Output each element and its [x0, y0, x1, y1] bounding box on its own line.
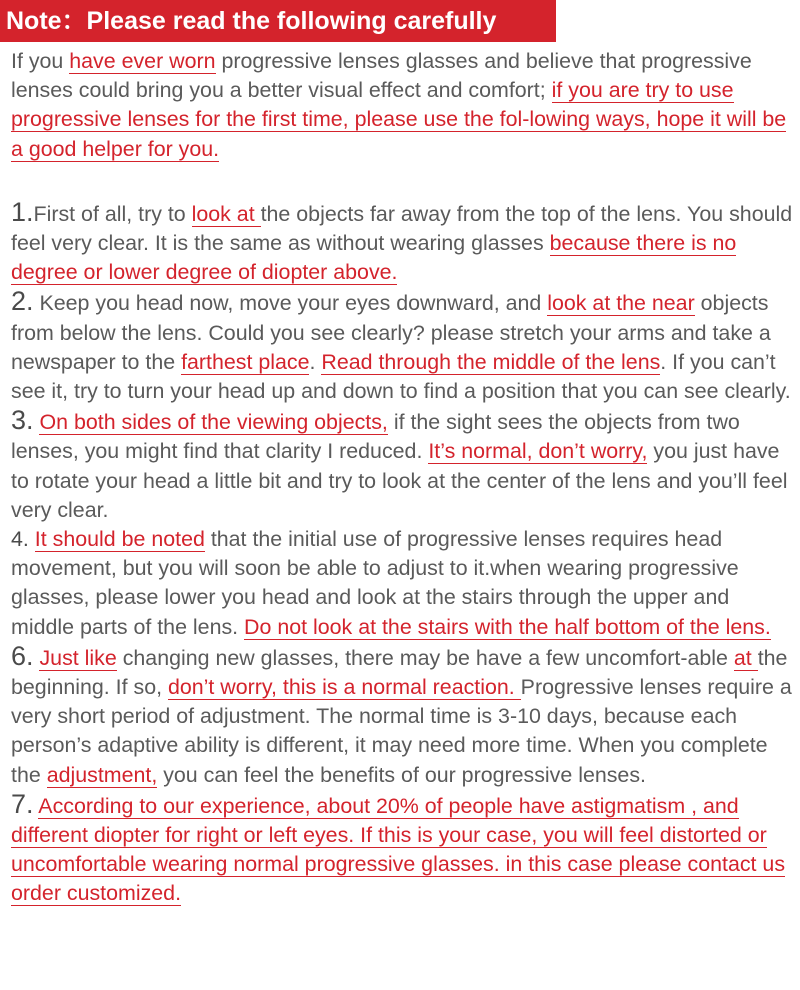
step-highlight: On both sides of the viewing objects,: [39, 410, 388, 435]
step-1: [11, 198, 795, 288]
intro-paragraph: [11, 47, 795, 164]
step-text: [29, 527, 35, 551]
step-text: you just have to rotate your head a little bit and try to look at the center of the lens and you’ll feel very clear.: [11, 439, 788, 522]
step-highlight: at: [733, 645, 758, 670]
note-banner: Note：Please read the following carefully: [0, 0, 556, 42]
step-2: [11, 287, 795, 406]
step-text: if the sight sees the objects from two lenses, you might find that clarity I reduced.: [11, 410, 740, 464]
step-number: 2.: [11, 286, 34, 317]
step-text: the beginning. If so,: [11, 645, 788, 700]
step-highlight: Read through the middle of the lens: [321, 349, 661, 374]
spacer: [11, 164, 795, 198]
step-number: 7.: [11, 788, 34, 819]
step-highlight: farthest place: [181, 349, 310, 374]
step-text: Progressive lenses require a very short period of adjustment. The normal time is 3-10 days, because each person’s adaptive ability is different, it may need more time. When you complete the: [11, 675, 792, 787]
step-text: objects from below the lens. Could you see clearly? please stretch your arms and take a newspaper to the: [11, 291, 771, 374]
step-highlight: It should be noted: [34, 527, 205, 552]
step-3: [11, 406, 795, 525]
step-number: 6.: [11, 640, 34, 671]
intro-text-1: If you: [11, 49, 70, 73]
step-highlight: because there is no degree or lower degree of diopter above.: [11, 231, 737, 285]
step-text: you can feel the benefits of our progressive lenses.: [157, 762, 646, 787]
step-7: [11, 790, 795, 909]
step-number: 3.: [11, 405, 34, 436]
step-text: changing new glasses, there may be have a few uncomfort-able: [116, 645, 734, 670]
step-number: 1.: [11, 196, 34, 227]
step-text: Keep you head now, move your eyes downward, and: [33, 291, 548, 316]
step-highlight: It’s normal, don’t worry,: [428, 439, 648, 464]
step-text: that the initial use of progressive lenses requires head movement, but you will soon be able to adjust to it.when wearing progressive glasses, please lower you head and look at the stairs through the upper and middle parts of the lens.: [11, 527, 739, 639]
step-highlight: don’t worry, this is a normal reaction.: [167, 675, 521, 700]
step-text: First of all, try to: [33, 201, 192, 226]
step-highlight: Do not look at the stairs with the half bottom of the lens.: [244, 614, 771, 639]
step-4: [11, 525, 795, 642]
instructions-body: [11, 47, 795, 909]
step-highlight: adjustment,: [46, 762, 158, 787]
step-highlight: According to our experience, about 20% of people have astigmatism , and different diopter for right or left eyes. If this is your case, you will feel distorted or uncomfortable wearing normal progressive glasses. in this case please contact us order customized.: [11, 793, 786, 906]
intro-highlight-1: have ever worn: [69, 49, 216, 73]
step-6: [11, 642, 795, 790]
step-highlight: look at: [191, 201, 261, 226]
step-text: the objects far away from the top of the lens. You should feel very clear. It is the same as without wearing glasses: [11, 201, 793, 256]
step-text: . If you can’t see it, try to turn your head up and down to find a position that you can see clearly.: [11, 349, 791, 404]
intro-highlight-2: if you are try to use progressive lenses for the first time, please use the fol-lowing ways, hope it will be a good helper for you.: [11, 78, 787, 161]
step-highlight: look at the near: [547, 291, 695, 316]
step-text: .: [309, 349, 322, 374]
step-highlight: Just like: [39, 645, 117, 670]
intro-text-2: progressive lenses glasses and believe that progressive lenses could bring you a better visual effect and comfort;: [11, 49, 752, 103]
step-number: 4.: [11, 527, 29, 552]
